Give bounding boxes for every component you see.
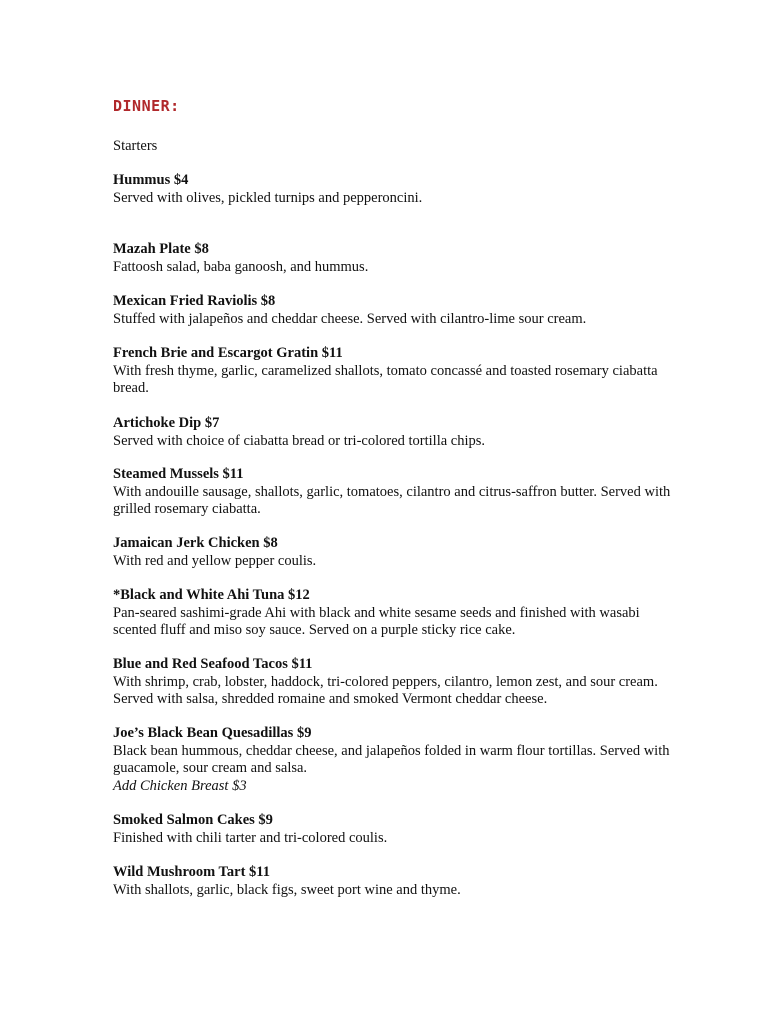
menu-item: [113, 293, 673, 328]
item-title: French Brie and Escargot Gratin $11: [113, 345, 343, 361]
menu-item: [113, 587, 673, 640]
item-title: Smoked Salmon Cakes $9: [113, 812, 273, 828]
addon-price: $3: [232, 777, 247, 794]
item-description: With fresh thyme, garlic, caramelized shallots, tomato concassé and toasted rosemary ciabatta bread.: [113, 362, 658, 396]
item-title: Steamed Mussels $11: [113, 466, 244, 482]
item-description: With andouille sausage, shallots, garlic, tomatoes, cilantro and citrus-saffron butter. Served with grilled rosemary ciabatta.: [113, 483, 671, 517]
item-title: Blue and Red Seafood Tacos $11: [113, 656, 313, 672]
menu-item: [113, 725, 673, 795]
item-description: Fattoosh salad, baba ganoosh, and hummus.: [113, 258, 369, 275]
item-description: With shrimp, crab, lobster, haddock, tri-colored peppers, cilantro, lemon zest, and sour cream. Served with salsa, shredded romaine and smoked Vermont cheddar cheese.: [113, 673, 658, 707]
item-description: Pan-seared sashimi-grade Ahi with black and white sesame seeds and finished with wasabi scented fluff and miso soy sauce. Served on a purple sticky rice cake.: [113, 604, 640, 638]
menu-item: [113, 535, 673, 570]
menu-item: [113, 864, 673, 899]
item-title: Artichoke Dip $7: [113, 415, 220, 431]
menu-item: [113, 241, 673, 276]
item-title: Wild Mushroom Tart $11: [113, 864, 270, 880]
menu-item: [113, 812, 673, 847]
item-title: Jamaican Jerk Chicken $8: [113, 535, 278, 551]
menu-item: [113, 172, 673, 207]
item-title: Hummus $4: [113, 172, 189, 188]
item-description: Served with choice of ciabatta bread or tri-colored tortilla chips.: [113, 432, 486, 449]
item-title: Joe’s Black Bean Quesadillas $9: [113, 725, 312, 741]
item-description: Stuffed with jalapeños and cheddar cheese. Served with cilantro-lime sour cream.: [113, 310, 587, 327]
item-description: Served with olives, pickled turnips and pepperoncini.: [113, 189, 423, 206]
item-title: Mexican Fried Raviolis $8: [113, 293, 276, 309]
menu-heading: DINNER:: [113, 97, 180, 115]
section-title: Starters: [113, 138, 158, 154]
menu-item: [113, 466, 673, 519]
menu-item: [113, 345, 673, 398]
item-description: With shallots, garlic, black figs, sweet port wine and thyme.: [113, 881, 461, 898]
item-title: Mazah Plate $8: [113, 241, 209, 257]
addon-label: Add Chicken Breast: [113, 777, 229, 794]
item-title: *Black and White Ahi Tuna $12: [113, 587, 310, 603]
menu-item: [113, 656, 673, 709]
item-addon-note: [113, 778, 673, 796]
item-description: Finished with chili tarter and tri-colored coulis.: [113, 829, 388, 846]
menu-item: [113, 415, 673, 450]
item-description: Black bean hummous, cheddar cheese, and jalapeños folded in warm flour tortillas. Served with guacamole, sour cream and salsa.: [113, 742, 670, 776]
item-description: With red and yellow pepper coulis.: [113, 552, 317, 569]
